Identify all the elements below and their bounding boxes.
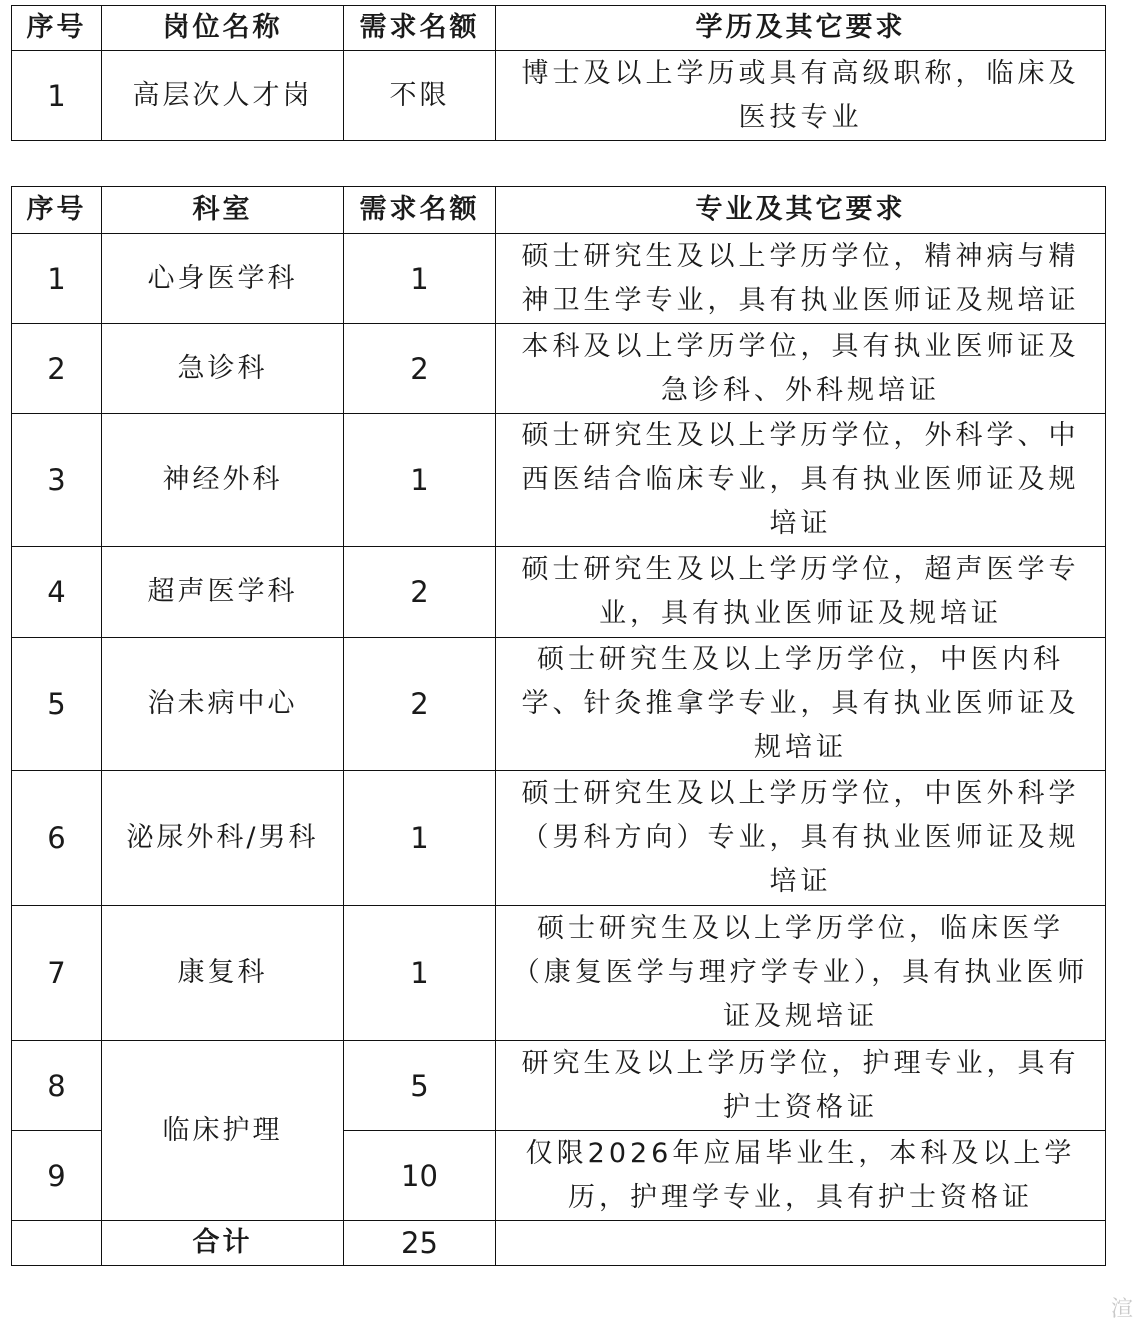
row-quota: 2: [344, 324, 496, 414]
table-row: [12, 1041, 1106, 1131]
total-label: 合计: [102, 1221, 344, 1266]
table-row: [12, 414, 1106, 547]
table-row: [12, 638, 1106, 771]
row-department: 康复科: [102, 906, 344, 1041]
row-quota: 2: [344, 638, 496, 771]
row-no: 6: [12, 771, 102, 906]
table-row: [12, 547, 1106, 638]
row-requirements: 硕士研究生及以上学历学位，临床医学（康复医学与理疗学专业），具有执业医师证及规培证: [496, 906, 1106, 1041]
total-value: 25: [344, 1221, 496, 1266]
row-quota: 10: [344, 1131, 496, 1221]
row-department: 急诊科: [102, 324, 344, 414]
row-quota: 1: [344, 771, 496, 906]
total-empty-cell: [12, 1221, 102, 1266]
table-row: [12, 324, 1106, 414]
row-no: 1: [12, 51, 102, 141]
row-requirements: 硕士研究生及以上学历学位，中医内科学、针灸推拿学专业，具有执业医师证及规培证: [496, 638, 1106, 771]
row-department: 神经外科: [102, 414, 344, 547]
row-no: 8: [12, 1041, 102, 1131]
row-department: 心身医学科: [102, 234, 344, 324]
table-header-row: [12, 187, 1106, 234]
row-requirements: 博士及以上学历或具有高级职称，临床及医技专业: [496, 51, 1106, 141]
table-row: [12, 234, 1106, 324]
table-row: [12, 51, 1106, 141]
row-department: 泌尿外科/男科: [102, 771, 344, 906]
header-requirements: 学历及其它要求: [496, 6, 1106, 51]
row-position: 高层次人才岗: [102, 51, 344, 141]
row-department: 临床护理: [102, 1041, 344, 1221]
header-no: 序号: [12, 6, 102, 51]
row-requirements: 硕士研究生及以上学历学位，中医外科学（男科方向）专业，具有执业医师证及规培证: [496, 771, 1106, 906]
row-requirements: 硕士研究生及以上学历学位，超声医学专业，具有执业医师证及规培证: [496, 547, 1106, 638]
header-quota: 需求名额: [344, 187, 496, 234]
row-quota: 2: [344, 547, 496, 638]
row-no: 1: [12, 234, 102, 324]
row-department: 治未病中心: [102, 638, 344, 771]
row-department: 超声医学科: [102, 547, 344, 638]
row-quota: 1: [344, 414, 496, 547]
row-no: 3: [12, 414, 102, 547]
row-requirements: 本科及以上学历学位，具有执业医师证及急诊科、外科规培证: [496, 324, 1106, 414]
row-requirements: 研究生及以上学历学位，护理专业，具有护士资格证: [496, 1041, 1106, 1131]
recruitment-table-talent: [11, 5, 1106, 141]
row-requirements: 硕士研究生及以上学历学位，外科学、中西医结合临床专业，具有执业医师证及规培证: [496, 414, 1106, 547]
table-total-row: [12, 1221, 1106, 1266]
recruitment-table-departments: [11, 186, 1106, 1266]
table-header-row: [12, 6, 1106, 51]
row-requirements: 仅限2026年应届毕业生，本科及以上学历，护理学专业，具有护士资格证: [496, 1131, 1106, 1221]
table-row: [12, 771, 1106, 906]
header-quota: 需求名额: [344, 6, 496, 51]
watermark-fragment: 渲: [1110, 1297, 1133, 1322]
header-no: 序号: [12, 187, 102, 234]
row-quota: 不限: [344, 51, 496, 141]
row-no: 5: [12, 638, 102, 771]
header-position: 岗位名称: [102, 6, 344, 51]
row-no: 2: [12, 324, 102, 414]
header-department: 科室: [102, 187, 344, 234]
row-no: 4: [12, 547, 102, 638]
row-quota: 5: [344, 1041, 496, 1131]
header-requirements: 专业及其它要求: [496, 187, 1106, 234]
row-quota: 1: [344, 234, 496, 324]
table-row: [12, 906, 1106, 1041]
row-quota: 1: [344, 906, 496, 1041]
row-no: 9: [12, 1131, 102, 1221]
total-empty-cell: [496, 1221, 1106, 1266]
row-no: 7: [12, 906, 102, 1041]
row-requirements: 硕士研究生及以上学历学位，精神病与精神卫生学专业，具有执业医师证及规培证: [496, 234, 1106, 324]
